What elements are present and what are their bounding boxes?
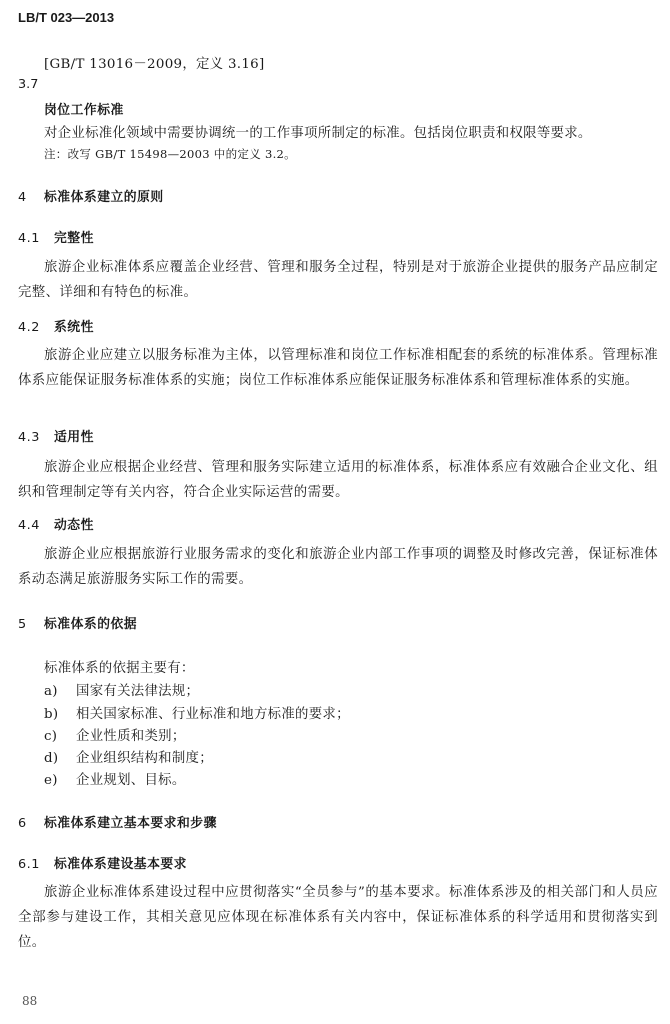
subsection-title: 适用性: [54, 430, 94, 445]
list-item-label: d): [44, 751, 59, 766]
section-4-heading: [18, 186, 164, 205]
section-6-heading: [18, 812, 217, 831]
list-item-label: b): [44, 707, 59, 722]
section-title: 标准体系建立基本要求和步骤: [44, 816, 217, 831]
standard-code-header: LB/T 023—2013: [18, 10, 115, 25]
term-definition: 对企业标准化领域中需要协调统一的工作事项所制定的标准。包括岗位职责和权限等要求。: [44, 126, 592, 141]
term-name: 岗位工作标准: [44, 103, 124, 118]
section-number: 5: [18, 617, 27, 632]
list-item-text: 相关国家标准、行业标准和地方标准的要求；: [76, 707, 350, 722]
section-4-4-paragraph: 旅游企业应根据旅游行业服务需求的变化和旅游企业内部工作事项的调整及时修改完善，保证标准体系动态满足旅游服务实际工作的需要。: [18, 547, 658, 587]
list-item-text: 企业性质和类别；: [76, 729, 186, 744]
subsection-number: 4.2: [18, 320, 40, 335]
subsection-number: 4.1: [18, 231, 40, 246]
list-item: [44, 703, 350, 722]
section-title: 标准体系建立的原则: [44, 190, 164, 205]
subsection-number: 4.3: [18, 430, 40, 445]
subsection-number: 6.1: [18, 857, 40, 872]
section-6-1-heading: [18, 853, 187, 872]
section-number: 6: [18, 816, 27, 831]
section-4-1-paragraph: 旅游企业标准体系应覆盖企业经营、管理和服务全过程，特别是对于旅游企业提供的服务产品应制定完整、详细和有特色的标准。: [18, 260, 658, 300]
section-6-1-paragraph: 旅游企业标准体系建设过程中应贯彻落实“全员参与”的基本要求。标准体系涉及的相关部门和人员应全部参与建设工作，其相关意见应体现在标准体系有关内容中，保证标准体系的科学适用和贯彻落实到位。: [18, 885, 658, 950]
list-item: [44, 680, 199, 699]
subsection-title: 动态性: [54, 518, 94, 533]
subsection-title: 系统性: [54, 320, 94, 335]
list-item-text: 企业规划、目标。: [76, 773, 186, 788]
section-title: 标准体系的依据: [44, 617, 138, 632]
list-item-label: e): [44, 773, 58, 788]
section-4-2-paragraph: 旅游企业应建立以服务标准为主体，以管理标准和岗位工作标准相配套的系统的标准体系。管理标准体系应能保证服务标准体系的实施；岗位工作标准体系应能保证服务标准体系和管理标准体系的实施。: [18, 348, 658, 388]
section-4-1-heading: [18, 227, 94, 246]
section-5-intro: 标准体系的依据主要有：: [44, 661, 195, 676]
list-item-label: c): [44, 729, 58, 744]
term-number: 3.7: [18, 77, 39, 92]
list-item: [44, 747, 213, 766]
subsection-number: 4.4: [18, 518, 40, 533]
section-4-3-paragraph: 旅游企业应根据企业经营、管理和服务实际建立适用的标准体系，标准体系应有效融合企业文化、组织和管理制定等有关内容，符合企业实际运营的需要。: [18, 460, 658, 500]
subsection-title: 完整性: [54, 231, 94, 246]
section-4-3-heading: [18, 426, 94, 445]
term-note: 注：改写 GB/T 15498—2003 中的定义 3.2。: [44, 147, 296, 161]
subsection-title: 标准体系建设基本要求: [54, 857, 187, 872]
page-number: 88: [22, 994, 38, 1008]
list-item-label: a): [44, 684, 58, 699]
term-source-reference: [GB/T 13016－2009，定义 3.16]: [44, 57, 265, 72]
list-item: [44, 725, 186, 744]
section-4-4-heading: [18, 514, 94, 533]
section-5-heading: [18, 613, 137, 632]
list-item-text: 企业组织结构和制度；: [76, 751, 213, 766]
list-item-text: 国家有关法律法规；: [76, 684, 200, 699]
section-4-2-heading: [18, 316, 94, 335]
section-number: 4: [18, 190, 27, 205]
list-item: [44, 769, 186, 788]
